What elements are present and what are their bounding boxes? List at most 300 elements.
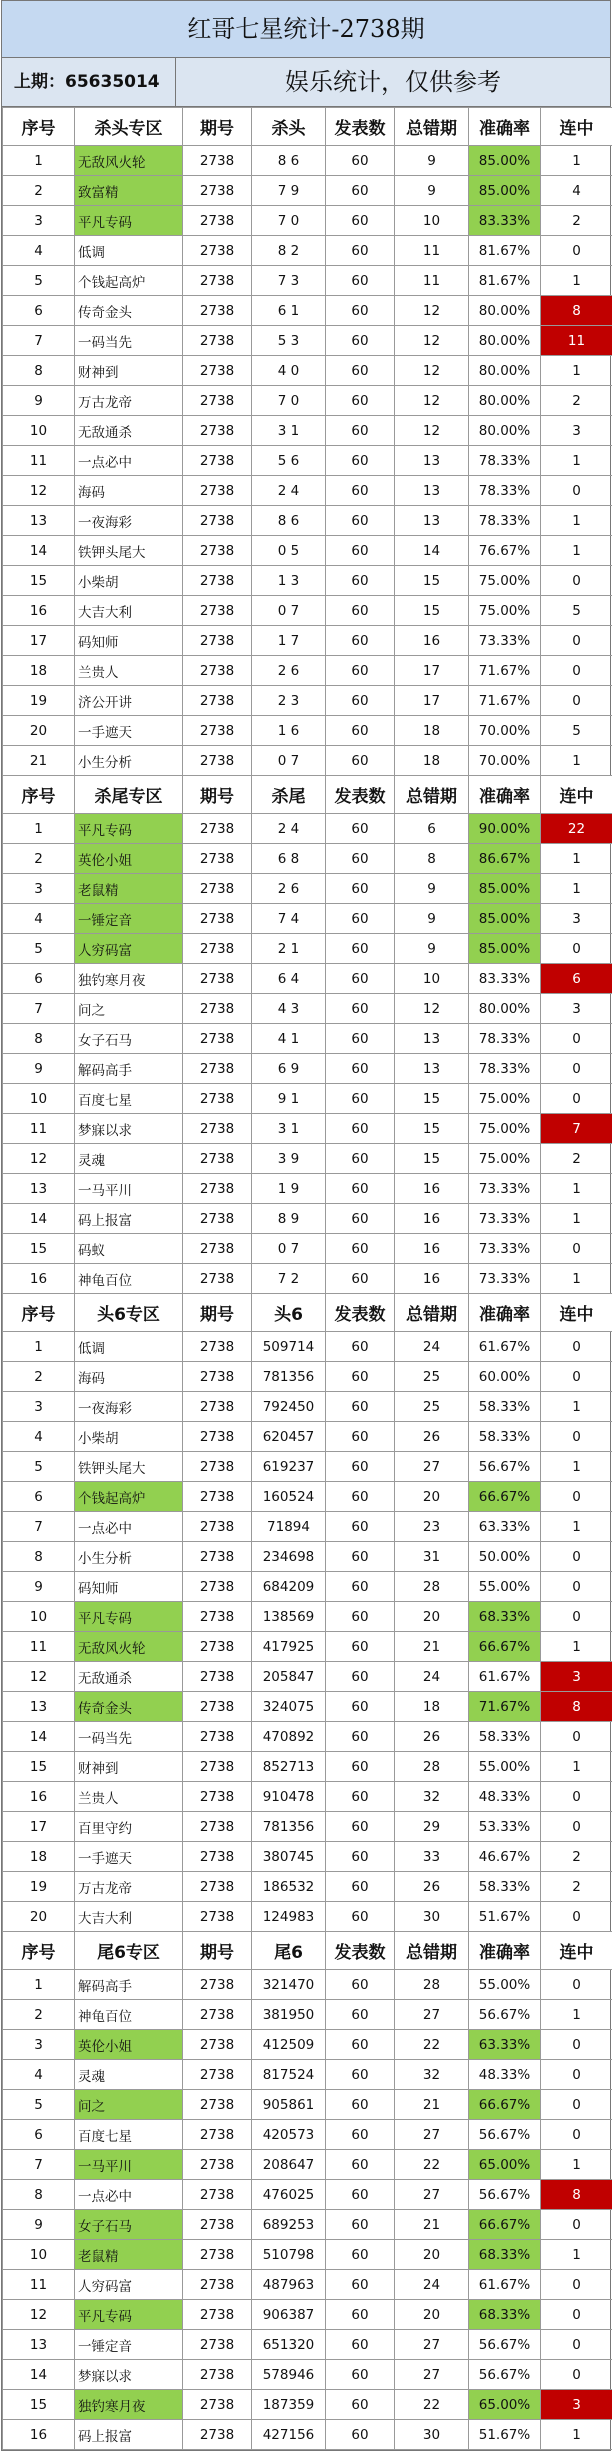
row-count: 60 [326,1084,395,1114]
row-count: 60 [326,1872,395,1902]
row-name: 铁钾头尾大 [75,536,183,566]
row-issue: 2738 [183,296,252,326]
row-errors: 29 [395,1812,469,1842]
row-count: 60 [326,2270,395,2300]
header-issue: 期号 [183,1294,252,1332]
header-index: 序号 [3,1932,75,1970]
row-value: 2 4 [252,476,326,506]
row-index: 3 [3,2030,75,2060]
row-value: 208647 [252,2150,326,2180]
row-index: 4 [3,1422,75,1452]
row-count: 60 [326,2210,395,2240]
row-streak: 3 [541,1662,612,1692]
row-issue: 2738 [183,964,252,994]
page-title: 红哥七星统计-2738期 [2,1,610,58]
row-streak: 1 [541,874,612,904]
row-streak: 1 [541,506,612,536]
row-accuracy: 78.33% [469,446,541,476]
row-name: 济公开讲 [75,686,183,716]
row-count: 60 [326,2360,395,2390]
row-name: 一点必中 [75,2180,183,2210]
row-accuracy: 85.00% [469,904,541,934]
row-accuracy: 75.00% [469,596,541,626]
row-streak: 0 [541,1602,612,1632]
row-count: 60 [326,874,395,904]
row-errors: 10 [395,206,469,236]
disclaimer-text: 娱乐统计，仅供参考 [176,58,610,106]
row-streak: 3 [541,2390,612,2420]
row-count: 60 [326,1722,395,1752]
row-accuracy: 66.67% [469,2210,541,2240]
row-name: 平凡专码 [75,206,183,236]
table-row [3,236,612,266]
row-count: 60 [326,416,395,446]
row-errors: 14 [395,536,469,566]
table-row [3,1872,612,1902]
row-issue: 2738 [183,2090,252,2120]
row-issue: 2738 [183,2180,252,2210]
header-info-row [2,58,610,107]
table-row [3,1332,612,1362]
row-issue: 2738 [183,1264,252,1294]
table-row [3,1842,612,1872]
row-count: 60 [326,1782,395,1812]
row-name: 灵魂 [75,1144,183,1174]
row-issue: 2738 [183,326,252,356]
row-name: 人穷码富 [75,2270,183,2300]
row-issue: 2738 [183,2330,252,2360]
row-streak: 0 [541,2330,612,2360]
row-index: 16 [3,2420,75,2450]
row-accuracy: 75.00% [469,1144,541,1174]
row-issue: 2738 [183,1632,252,1662]
table-row [3,2330,612,2360]
row-value: 205847 [252,1662,326,1692]
row-accuracy: 71.67% [469,656,541,686]
row-issue: 2738 [183,566,252,596]
row-streak: 8 [541,2180,612,2210]
row-errors: 25 [395,1392,469,1422]
row-issue: 2738 [183,2240,252,2270]
row-value: 8 6 [252,146,326,176]
header-zone: 杀头专区 [75,108,183,146]
header-zone: 头6专区 [75,1294,183,1332]
row-streak: 1 [541,1752,612,1782]
row-accuracy: 78.33% [469,476,541,506]
row-issue: 2738 [183,2360,252,2390]
row-index: 7 [3,2150,75,2180]
row-count: 60 [326,1204,395,1234]
row-value: 420573 [252,2120,326,2150]
row-issue: 2738 [183,2150,252,2180]
table-row [3,476,612,506]
row-index: 13 [3,1174,75,1204]
row-streak: 1 [541,2000,612,2030]
row-count: 60 [326,814,395,844]
row-count: 60 [326,2240,395,2270]
row-name: 一马平川 [75,2150,183,2180]
row-errors: 21 [395,2210,469,2240]
row-index: 18 [3,1842,75,1872]
row-index: 11 [3,2270,75,2300]
row-value: 8 9 [252,1204,326,1234]
header-index: 序号 [3,1294,75,1332]
row-errors: 16 [395,1264,469,1294]
row-count: 60 [326,1542,395,1572]
row-streak: 0 [541,2060,612,2090]
row-issue: 2738 [183,416,252,446]
row-accuracy: 55.00% [469,1752,541,1782]
row-index: 5 [3,934,75,964]
table-row [3,746,612,776]
row-count: 60 [326,1144,395,1174]
row-value: 8 6 [252,506,326,536]
table-row [3,1782,612,1812]
row-name: 兰贵人 [75,656,183,686]
row-count: 60 [326,1970,395,2000]
row-errors: 9 [395,874,469,904]
row-accuracy: 73.33% [469,626,541,656]
row-errors: 32 [395,2060,469,2090]
row-index: 12 [3,2300,75,2330]
row-accuracy: 86.67% [469,844,541,874]
row-accuracy: 65.00% [469,2150,541,2180]
table-row [3,1970,612,2000]
row-accuracy: 80.00% [469,416,541,446]
row-index: 3 [3,874,75,904]
row-name: 大吉大利 [75,596,183,626]
row-issue: 2738 [183,1452,252,1482]
row-errors: 15 [395,1084,469,1114]
row-name: 独钓寒月夜 [75,964,183,994]
row-issue: 2738 [183,1970,252,2000]
row-errors: 23 [395,1512,469,1542]
row-issue: 2738 [183,814,252,844]
row-value: 2 6 [252,656,326,686]
row-accuracy: 80.00% [469,326,541,356]
row-index: 10 [3,416,75,446]
row-errors: 12 [395,994,469,1024]
row-count: 60 [326,964,395,994]
row-streak: 0 [541,476,612,506]
row-accuracy: 80.00% [469,296,541,326]
row-value: 5 3 [252,326,326,356]
row-errors: 9 [395,934,469,964]
row-count: 60 [326,1392,395,1422]
row-issue: 2738 [183,446,252,476]
row-index: 16 [3,1782,75,1812]
row-streak: 0 [541,1332,612,1362]
header-streak: 连中 [541,1294,612,1332]
row-errors: 17 [395,686,469,716]
table-row [3,2270,612,2300]
table-row [3,904,612,934]
row-accuracy: 75.00% [469,1114,541,1144]
row-name: 无敌通杀 [75,416,183,446]
row-errors: 22 [395,2150,469,2180]
row-name: 解码高手 [75,1054,183,1084]
row-errors: 12 [395,386,469,416]
row-name: 英伦小姐 [75,844,183,874]
row-issue: 2738 [183,2120,252,2150]
table-row [3,1204,612,1234]
row-errors: 15 [395,1114,469,1144]
row-accuracy: 80.00% [469,356,541,386]
table-row [3,296,612,326]
row-value: 6 9 [252,1054,326,1084]
row-streak: 2 [541,1144,612,1174]
row-value: 2 1 [252,934,326,964]
row-value: 1 9 [252,1174,326,1204]
row-name: 百里守约 [75,1812,183,1842]
table-row [3,1114,612,1144]
row-issue: 2738 [183,236,252,266]
row-count: 60 [326,1174,395,1204]
row-name: 小生分析 [75,746,183,776]
row-accuracy: 66.67% [469,2090,541,2120]
row-index: 1 [3,1970,75,2000]
table-row [3,146,612,176]
row-errors: 13 [395,1054,469,1084]
row-name: 小生分析 [75,1542,183,1572]
row-value: 187359 [252,2390,326,2420]
section-header-row [3,1294,612,1332]
row-issue: 2738 [183,1024,252,1054]
row-index: 1 [3,814,75,844]
row-name: 平凡专码 [75,2300,183,2330]
row-errors: 11 [395,236,469,266]
row-name: 神龟百位 [75,2000,183,2030]
row-issue: 2738 [183,1692,252,1722]
row-count: 60 [326,1902,395,1932]
row-index: 15 [3,1752,75,1782]
row-value: 689253 [252,2210,326,2240]
row-value: 578946 [252,2360,326,2390]
row-name: 一夜海彩 [75,1392,183,1422]
row-errors: 27 [395,2360,469,2390]
row-issue: 2738 [183,536,252,566]
row-streak: 0 [541,2360,612,2390]
table-row [3,1084,612,1114]
row-accuracy: 56.67% [469,1452,541,1482]
row-count: 60 [326,1422,395,1452]
row-value: 6 1 [252,296,326,326]
row-count: 60 [326,1752,395,1782]
row-errors: 26 [395,1722,469,1752]
row-accuracy: 55.00% [469,1572,541,1602]
row-issue: 2738 [183,2420,252,2450]
row-streak: 0 [541,686,612,716]
row-index: 4 [3,2060,75,2090]
row-issue: 2738 [183,1392,252,1422]
table-row [3,1144,612,1174]
row-index: 7 [3,326,75,356]
row-accuracy: 75.00% [469,1084,541,1114]
row-value: 138569 [252,1602,326,1632]
row-errors: 21 [395,2090,469,2120]
row-value: 487963 [252,2270,326,2300]
row-accuracy: 73.33% [469,1264,541,1294]
row-index: 12 [3,476,75,506]
table-row [3,1452,612,1482]
row-errors: 15 [395,566,469,596]
row-errors: 27 [395,2000,469,2030]
row-index: 12 [3,1144,75,1174]
row-issue: 2738 [183,1144,252,1174]
row-name: 财神到 [75,1752,183,1782]
header-streak: 连中 [541,1932,612,1970]
row-errors: 15 [395,1144,469,1174]
row-value: 4 1 [252,1024,326,1054]
table-row [3,1024,612,1054]
row-index: 11 [3,446,75,476]
row-accuracy: 48.33% [469,1782,541,1812]
row-name: 小柴胡 [75,1422,183,1452]
row-accuracy: 83.33% [469,964,541,994]
row-issue: 2738 [183,2390,252,2420]
row-index: 3 [3,1392,75,1422]
row-count: 60 [326,296,395,326]
table-row [3,566,612,596]
row-accuracy: 55.00% [469,1970,541,2000]
row-issue: 2738 [183,1842,252,1872]
row-issue: 2738 [183,1114,252,1144]
row-issue: 2738 [183,356,252,386]
row-issue: 2738 [183,2270,252,2300]
row-count: 60 [326,626,395,656]
row-issue: 2738 [183,1782,252,1812]
row-accuracy: 56.67% [469,2000,541,2030]
row-issue: 2738 [183,1482,252,1512]
row-accuracy: 56.67% [469,2360,541,2390]
row-index: 8 [3,2180,75,2210]
row-accuracy: 48.33% [469,2060,541,2090]
row-name: 传奇金头 [75,1692,183,1722]
row-name: 码上报富 [75,2420,183,2450]
row-index: 6 [3,296,75,326]
row-issue: 2738 [183,1174,252,1204]
row-index: 20 [3,716,75,746]
row-issue: 2738 [183,656,252,686]
row-value: 160524 [252,1482,326,1512]
row-count: 60 [326,2090,395,2120]
row-count: 60 [326,596,395,626]
table-row [3,176,612,206]
table-row [3,2390,612,2420]
row-accuracy: 66.67% [469,1482,541,1512]
row-streak: 7 [541,1114,612,1144]
row-errors: 30 [395,2420,469,2450]
row-streak: 0 [541,2120,612,2150]
row-index: 5 [3,1452,75,1482]
row-streak: 0 [541,656,612,686]
row-name: 一手遮天 [75,716,183,746]
table-row [3,2240,612,2270]
row-accuracy: 63.33% [469,2030,541,2060]
row-errors: 11 [395,266,469,296]
row-count: 60 [326,1572,395,1602]
row-accuracy: 58.33% [469,1392,541,1422]
row-value: 2 4 [252,814,326,844]
table-row [3,994,612,1024]
row-value: 7 2 [252,1264,326,1294]
row-streak: 5 [541,596,612,626]
row-accuracy: 56.67% [469,2120,541,2150]
row-index: 18 [3,656,75,686]
row-count: 60 [326,1812,395,1842]
row-streak: 0 [541,1482,612,1512]
row-errors: 20 [395,2300,469,2330]
row-errors: 13 [395,506,469,536]
row-name: 老鼠精 [75,2240,183,2270]
row-value: 381950 [252,2000,326,2030]
row-value: 7 0 [252,206,326,236]
row-index: 13 [3,1692,75,1722]
table-row [3,1752,612,1782]
row-streak: 4 [541,176,612,206]
row-value: 6 4 [252,964,326,994]
row-streak: 0 [541,1970,612,2000]
row-errors: 12 [395,296,469,326]
row-index: 7 [3,994,75,1024]
header-value: 杀尾 [252,776,326,814]
row-streak: 0 [541,1902,612,1932]
row-name: 一锤定音 [75,904,183,934]
row-index: 2 [3,2000,75,2030]
row-streak: 1 [541,266,612,296]
row-index: 12 [3,1662,75,1692]
row-value: 817524 [252,2060,326,2090]
row-errors: 12 [395,416,469,446]
row-errors: 18 [395,716,469,746]
row-errors: 9 [395,146,469,176]
row-index: 5 [3,266,75,296]
table-row [3,416,612,446]
row-index: 15 [3,566,75,596]
header-index: 序号 [3,776,75,814]
row-count: 60 [326,1632,395,1662]
row-accuracy: 76.67% [469,536,541,566]
row-value: 3 1 [252,416,326,446]
row-accuracy: 63.33% [469,1512,541,1542]
row-value: 412509 [252,2030,326,2060]
row-name: 兰贵人 [75,1782,183,1812]
row-value: 1 7 [252,626,326,656]
table-row [3,1482,612,1512]
header-streak: 连中 [541,108,612,146]
row-issue: 2738 [183,1084,252,1114]
row-streak: 1 [541,1174,612,1204]
row-name: 无敌风火轮 [75,146,183,176]
row-streak: 8 [541,296,612,326]
row-errors: 27 [395,2120,469,2150]
row-count: 60 [326,446,395,476]
row-issue: 2738 [183,874,252,904]
stats-sheet [1,0,611,2451]
row-issue: 2738 [183,746,252,776]
row-name: 一点必中 [75,446,183,476]
row-name: 问之 [75,994,183,1024]
row-issue: 2738 [183,596,252,626]
row-value: 1 6 [252,716,326,746]
row-count: 60 [326,2330,395,2360]
section-header-row [3,108,612,146]
row-errors: 9 [395,176,469,206]
row-accuracy: 58.33% [469,1422,541,1452]
row-count: 60 [326,1234,395,1264]
table-row [3,2120,612,2150]
header-count: 发表数 [326,1294,395,1332]
